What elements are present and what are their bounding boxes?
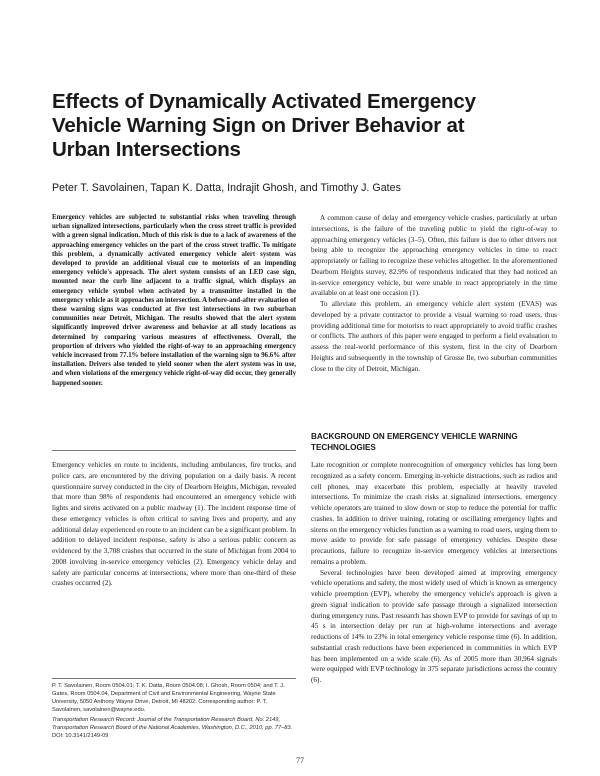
footnote-citation: Transportation Research Record: Journal of the Transportation Research Board, No. 2149, Transportation Research Board of the National Academies, Washington, D.C., 2010, pp. 77–83.: [52, 717, 293, 732]
intro-right-paragraph-1: A common cause of delay and emergency vehicle crashes, particularly at urban intersections, is the failure of the traveling public to yield the right-of-way to approaching emergency vehicles (3–5). Often, this failure is due to other drivers not being able to recognize the approaching emergency vehicles in time to react appropriately or failing to recognize these vehicles altogether. In the aforementioned Dearborn Heights survey, 82.9% of respondents indicated that they had noticed an in-service emergency vehicle, but were unable to react appropriately in the time available on at least one occasion (1).: [311, 214, 557, 298]
abstract-divider: [52, 450, 296, 451]
paper-title: Effects of Dynamically Activated Emergency Vehicle Warning Sign on Driver Behavior at Urban Intersections: [52, 90, 476, 161]
footnote-citation-block: [52, 716, 296, 740]
intro-paragraph: Emergency vehicles en route to incidents, including ambulances, fire trucks, and police cars, are encountered by the driving population on a daily basis. A recent questionnaire survey conducted in the city of Dearborn Heights, Michigan, revealed that more than 98% of respondents had encountered an emergency vehicle with lights and sirens activated on a public roadway (1). The incident response time of these emergency vehicles is often critical to saving lives and property, and any additional delay experienced en route to an incident can be a significant problem. In addition to delayed incident response, safety is also a serious public concern as evidenced by the 3,708 crashes that occurred in the state of Michigan from 2004 to 2008 involving in-service emergency vehicles (2). Emergency vehicle delay and safety are particular concerns at intersections, where more than one-third of these crashes occurred (2).: [52, 461, 296, 588]
footnote-doi: DOI: 10.3141/2149-09: [52, 733, 109, 740]
abstract: [52, 213, 296, 388]
abstract-text: Emergency vehicles are subjected to substantial risks when traveling through urban signalized intersections, particularly when the cross street traffic is provided with a green signal indication. Much of this risk is due to a lack of awareness of the approaching emergency vehicles on the part of the cross street traffic. To mitigate this problem, a dynamically activated emergency vehicle alert system was developed to provide an additional visual cue to motorists of an impending emergency vehicle's approach. The alert system consists of an LED case sign, mounted near the curb line adjacent to a traffic signal, which displays an emergency vehicle symbol when activated by a transmitter installed in the emergency vehicle as it approaches an intersection. A before-and-after evaluation of these warning signs was conducted at five test intersections in two suburban communities near Detroit, Michigan. The results showed that the alert system significantly improved driver awareness and behavior at all study locations as determined by comparing various measures of effectiveness. Overall, the proportion of drivers who yielded the right-of-way to an approaching emergency vehicle increased from 77.1% before installation of the warning sign to 96.6% after installation. Drivers also tended to yield sooner when the alert system was in use, and when violations of the emergency vehicle right-of-way did occur, they generally happened sooner.: [52, 214, 296, 387]
section-heading: BACKGROUND ON EMERGENCY VEHICLE WARNING TECHNOLOGIES: [311, 432, 518, 452]
author-list: Peter T. Savolainen, Tapan K. Datta, Indrajit Ghosh, and Timothy J. Gates: [52, 182, 401, 194]
intro-right-paragraph-2: To alleviate this problem, an emergency vehicle alert system (EVAS) was developed by a private contractor to provide a visual warning to road users, thus providing additional time for motorists to react appropriately to avoid traffic crashes or conflicts. The authors of this paper were engaged to perform a field evaluation to assess the real-world performance of this system, first in the city of Dearborn Heights and subsequently in the township of Grosse Ile, two suburban communities close to the city of Detroit, Michigan.: [311, 300, 557, 373]
page-number: 77: [296, 756, 304, 765]
intro-left-column: [52, 460, 296, 589]
background-paragraph-1: Late recognition or complete nonrecognition of emergency vehicles has long been recognized as a safety concern. Emerging in-vehicle distractions, such as radios and cell phones, may exacerbate this problem, especially at heavily traveled intersections. To minimize the crash risks at signalized intersections, emergency vehicle operators are trained to slow down or stop to reduce the potential for traffic crashes. In addition to driver training, rotating or oscillating emergency lights and sirens on the emergency vehicles function as a warning to road users, urging them to move aside to provide for safe passage of emergency vehicles. Despite these precautions, failure to recognize in-service emergency vehicles at intersections remains a problem.: [311, 461, 557, 566]
intro-right-column: [311, 213, 557, 374]
footnote-divider: [52, 678, 296, 679]
background-section: [311, 460, 557, 686]
footnote-affiliations: P. T. Savolainen, Room 0504.01; T. K. Datta, Room 0504.08; I. Ghosh, Room 0504; and T. J. Gates, Room 0504.04, Department of Civil and Environmental Engineering, Wayne State University, 5050 Anthony Wayne Drive, Detroit, MI 48202. Corresponding author: P. T. Savolainen, savolainen@wayne.edu.: [52, 683, 285, 714]
background-paragraph-2: Several technologies have been developed aimed at improving emergency vehicle operations and safety, the most widely used of which is known as emergency vehicle preemption (EVP), whereby the emergency vehicle's approach is given a green signal indication to provide safe passage through a signalized intersection during emergency runs. Past research has shown EVP to provide for savings of up to 45 s in intersection delay per run at high-volume intersections and average reductions of 14% to 23% in total emergency vehicle response time (6). In addition, substantial crash reductions have been experienced in communities in which EVP has been implemented on a wide scale (6). As of 2005 more than 30,964 signals were equipped with EVP technology in 375 separate jurisdictions across the country (6).: [311, 568, 557, 684]
